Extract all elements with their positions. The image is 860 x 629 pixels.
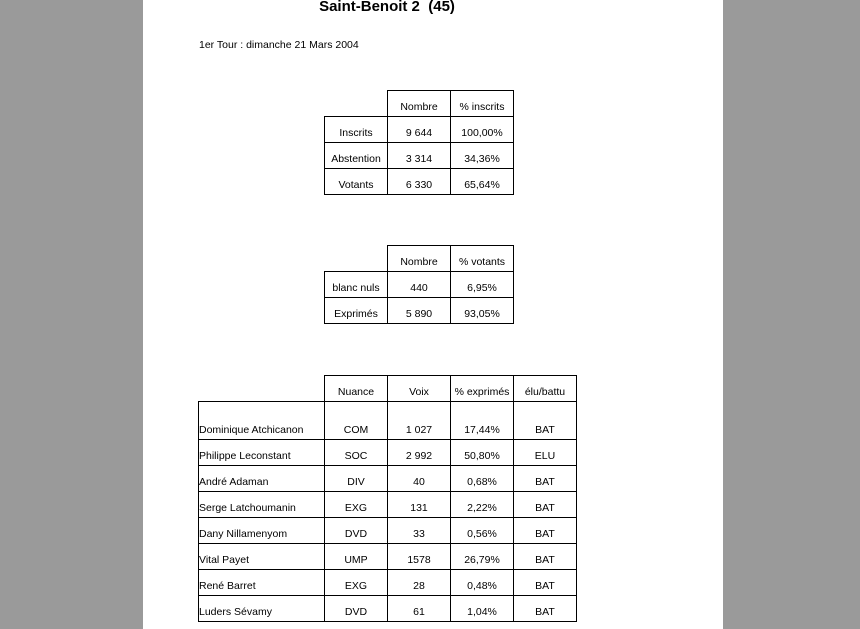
- column-header: % inscrits: [451, 91, 514, 117]
- candidate-votes: 131: [388, 492, 451, 518]
- candidate-nuance: DIV: [325, 466, 388, 492]
- table-row: [325, 298, 514, 324]
- candidate-result: BAT: [514, 492, 577, 518]
- column-header: % exprimés: [451, 376, 514, 402]
- table-row: [199, 518, 577, 544]
- candidate-percent: 0,48%: [451, 570, 514, 596]
- candidate-name: René Barret: [199, 570, 325, 596]
- candidate-nuance: COM: [325, 402, 388, 440]
- votes-table: [324, 245, 514, 324]
- column-header: % votants: [451, 246, 514, 272]
- candidate-name: Serge Latchoumanin: [199, 492, 325, 518]
- candidate-name: Philippe Leconstant: [199, 440, 325, 466]
- table-row: [325, 169, 514, 195]
- table-row: [199, 440, 577, 466]
- candidate-votes: 33: [388, 518, 451, 544]
- candidate-result: ELU: [514, 440, 577, 466]
- candidate-nuance: DVD: [325, 518, 388, 544]
- candidate-percent: 17,44%: [451, 402, 514, 440]
- table-row: [199, 544, 577, 570]
- row-count: 6 330: [388, 169, 451, 195]
- table-corner: [325, 246, 388, 272]
- row-label: Exprimés: [325, 298, 388, 324]
- candidate-name: Luders Sévamy: [199, 596, 325, 622]
- candidate-name: Dany Nillamenyom: [199, 518, 325, 544]
- candidate-nuance: SOC: [325, 440, 388, 466]
- candidate-votes: 61: [388, 596, 451, 622]
- table-row: [199, 492, 577, 518]
- candidate-result: BAT: [514, 466, 577, 492]
- row-label: Inscrits: [325, 117, 388, 143]
- candidate-percent: 1,04%: [451, 596, 514, 622]
- participation-table: [324, 90, 514, 195]
- candidate-percent: 2,22%: [451, 492, 514, 518]
- candidates-table: [198, 375, 577, 622]
- page-title: Saint-Benoit 2 (45): [319, 0, 455, 15]
- candidate-percent: 50,80%: [451, 440, 514, 466]
- row-count: 5 890: [388, 298, 451, 324]
- table-row: [325, 272, 514, 298]
- column-header: élu/battu: [514, 376, 577, 402]
- candidate-votes: 2 992: [388, 440, 451, 466]
- row-label: Votants: [325, 169, 388, 195]
- table-row: [199, 466, 577, 492]
- candidate-votes: 1 027: [388, 402, 451, 440]
- column-header: Nombre: [388, 246, 451, 272]
- column-header: Voix: [388, 376, 451, 402]
- candidate-percent: 0,68%: [451, 466, 514, 492]
- table-row: [325, 117, 514, 143]
- candidate-result: BAT: [514, 518, 577, 544]
- candidate-name: Vital Payet: [199, 544, 325, 570]
- candidate-percent: 26,79%: [451, 544, 514, 570]
- candidate-result: BAT: [514, 544, 577, 570]
- candidate-nuance: EXG: [325, 492, 388, 518]
- candidate-votes: 40: [388, 466, 451, 492]
- row-label: Abstention: [325, 143, 388, 169]
- candidate-percent: 0,56%: [451, 518, 514, 544]
- column-header: Nombre: [388, 91, 451, 117]
- candidate-result: BAT: [514, 570, 577, 596]
- candidate-result: BAT: [514, 402, 577, 440]
- candidate-votes: 1578: [388, 544, 451, 570]
- row-label: blanc nuls: [325, 272, 388, 298]
- candidate-votes: 28: [388, 570, 451, 596]
- row-count: 9 644: [388, 117, 451, 143]
- candidate-nuance: UMP: [325, 544, 388, 570]
- table-corner: [325, 91, 388, 117]
- row-percent: 34,36%: [451, 143, 514, 169]
- candidate-nuance: EXG: [325, 570, 388, 596]
- table-row: [199, 570, 577, 596]
- table-row: [199, 402, 577, 440]
- column-header: Nuance: [325, 376, 388, 402]
- table-row: [325, 143, 514, 169]
- election-round-date: 1er Tour : dimanche 21 Mars 2004: [199, 39, 359, 51]
- table-corner: [199, 376, 325, 402]
- table-row: [199, 596, 577, 622]
- row-percent: 100,00%: [451, 117, 514, 143]
- document-page: [143, 0, 723, 629]
- row-percent: 6,95%: [451, 272, 514, 298]
- candidate-nuance: DVD: [325, 596, 388, 622]
- row-count: 3 314: [388, 143, 451, 169]
- candidate-name: André Adaman: [199, 466, 325, 492]
- candidate-name: Dominique Atchicanon: [199, 402, 325, 440]
- row-percent: 93,05%: [451, 298, 514, 324]
- row-percent: 65,64%: [451, 169, 514, 195]
- row-count: 440: [388, 272, 451, 298]
- candidate-result: BAT: [514, 596, 577, 622]
